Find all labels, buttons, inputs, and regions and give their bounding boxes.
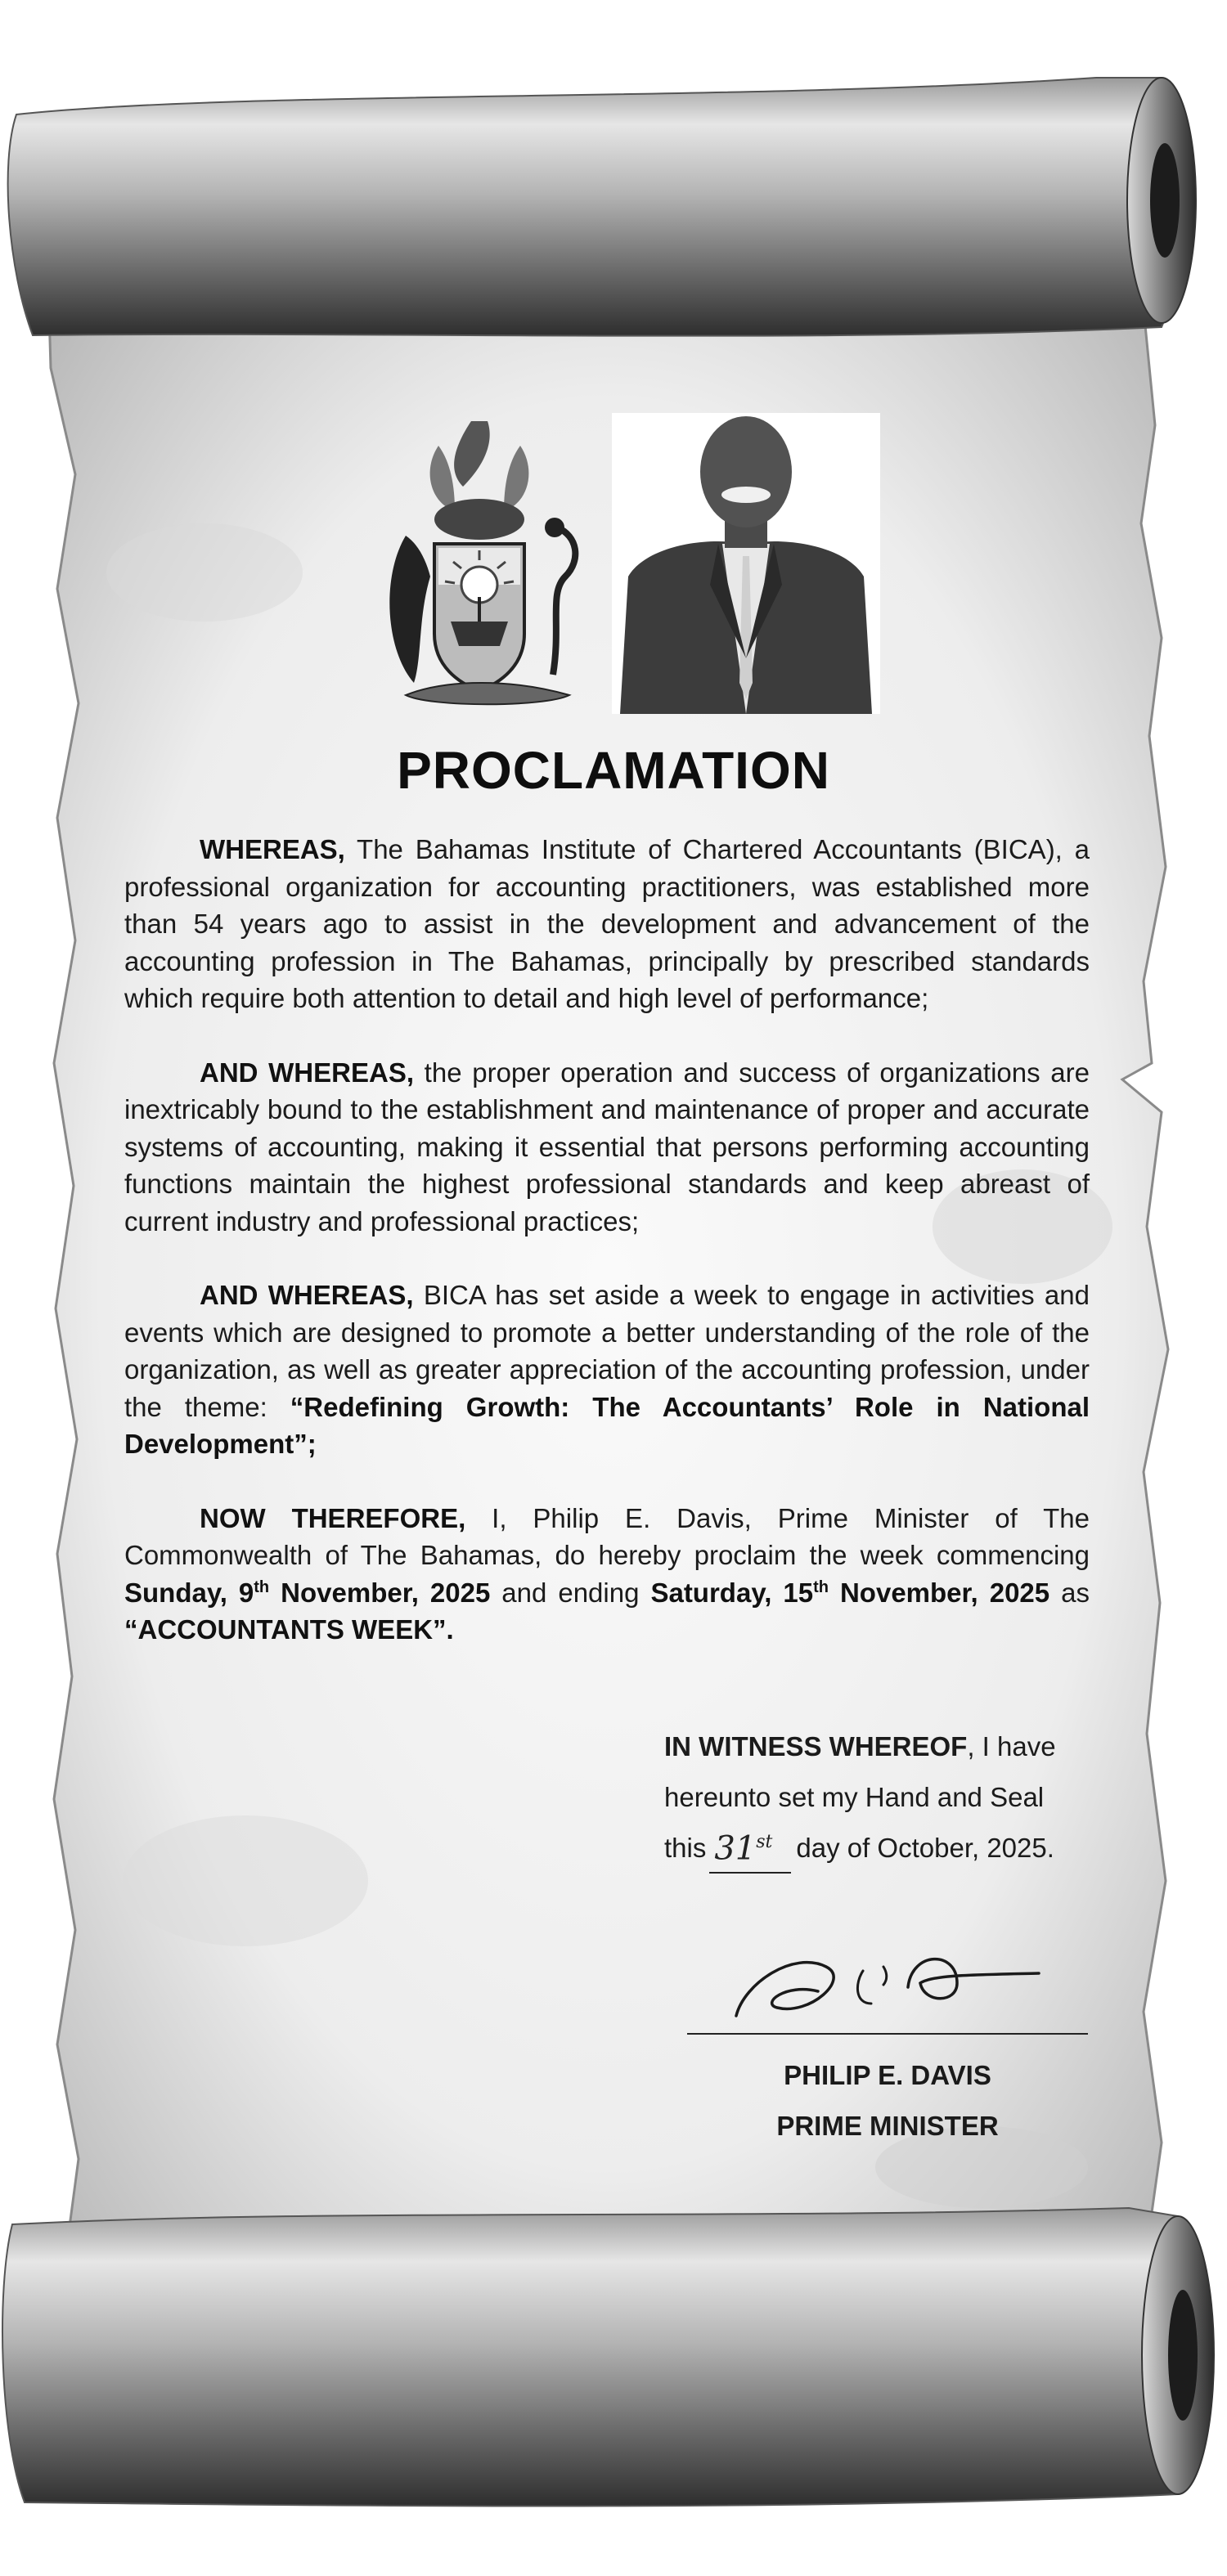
now-therefore-paragraph [124,1500,1090,1649]
proclamation-body [124,831,1090,1685]
whereas-lead: AND WHEREAS, [200,1057,415,1088]
whereas-paragraph-3 [124,1277,1090,1463]
paragraph-text: and ending [490,1577,651,1608]
witness-line-3: this 31st day of October, 2025. [664,1823,1090,1874]
bottom-roll [2,2208,1197,2506]
paragraph-text: The Bahamas Institute of Chartered Accountants (BICA), a professional organization for accounting practitioners, was established more than 54 years ago to assist in the development and advancement of the accounting profession in The Bahamas, principally by prescribed standards which require both attention to detail and high level of performance; [124,834,1090,1013]
handwritten-day-field [709,1824,791,1874]
signature-image [687,1926,1088,2040]
theme-text: “Redefining Growth: The Accountants’ Role in National Development”; [124,1391,1090,1459]
whereas-lead: WHEREAS, [200,834,345,864]
witness-block [664,1721,1090,1874]
signatory-name: PHILIP E. DAVIS [784,2060,991,2090]
now-therefore-lead: NOW THEREFORE, [200,1502,466,1533]
paragraph-text: BICA has set aside a week to engage in activities and events which are designed to promote a better understanding of the role of the organization, as well as greater appreciation of the accounting profession, under the theme: [124,1280,1090,1422]
prime-minister-portrait [612,413,880,714]
coat-of-arms-image [373,413,602,724]
witness-line-2: hereunto set my Hand and Seal [664,1782,1045,1812]
paragraph-text: the proper operation and success of organizations are inextricably bound to the establishment and maintenance of proper and accurate systems of accounting, making it essential that persons performing accounting functions maintain the highest professional standards and keep abreast of current industry and professional practices; [124,1057,1090,1236]
paragraph-text: as [1049,1577,1090,1608]
top-roll [8,78,1180,336]
start-date: Sunday, 9th November, 2025 [124,1577,491,1608]
whereas-paragraph-2 [124,1054,1090,1241]
witness-line-1: IN WITNESS WHEREOF, I have [664,1731,1056,1761]
proclamation-title: PROCLAMATION [397,741,830,800]
signatory-title: PRIME MINISTER [776,2111,999,2141]
whereas-paragraph-1 [124,831,1090,1017]
whereas-lead: AND WHEREAS, [200,1280,414,1310]
end-date: Saturday, 15th November, 2025 [650,1577,1050,1608]
handwritten-day: 31st [714,1829,773,1867]
week-name: “ACCOUNTANTS WEEK”. [124,1614,454,1645]
paragraph-text: I, Philip E. Davis, Prime Minister of The Commonwealth of The Bahamas, do hereby proclaim the week commencing [124,1502,1090,1570]
